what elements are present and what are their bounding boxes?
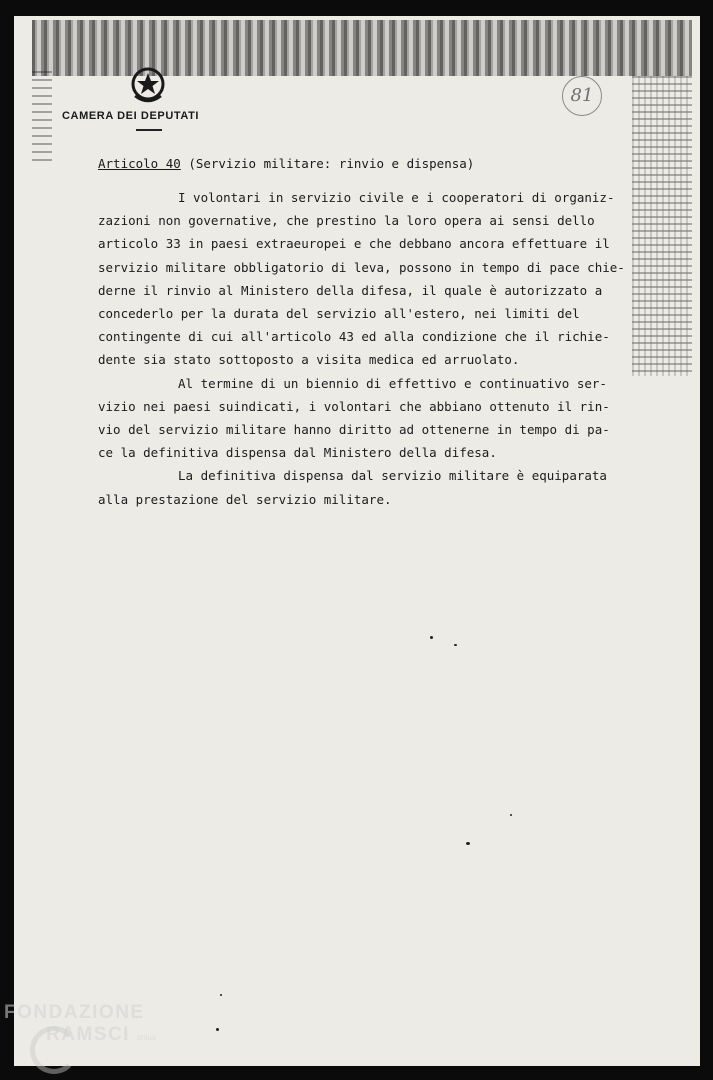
scan-speck (466, 842, 470, 845)
header-rule (136, 129, 162, 131)
scan-speck (430, 636, 433, 639)
italian-republic-emblem-icon (130, 66, 166, 104)
text-line: contingente di cui all'articolo 43 ed alla condizione che il richie- (98, 329, 610, 345)
watermark-line2: RAMSCI (46, 1024, 130, 1045)
article-number: Articolo 40 (98, 156, 181, 171)
page-number: 81 (562, 76, 602, 116)
text-line: ce la definitiva dispensa dal Ministero della difesa. (98, 445, 497, 461)
text-line: La definitiva dispensa dal servizio militare è equiparata (178, 468, 607, 484)
text-line: servizio militare obbligatorio di leva, possono in tempo di pace chie- (98, 259, 625, 275)
scan-noise-left (32, 71, 52, 166)
scan-speck (220, 994, 222, 996)
text-line: alla prestazione del servizio militare. (98, 491, 392, 507)
text-line: concederlo per la durata del servizio all'estero, nei limiti del (98, 306, 580, 322)
article-body (98, 186, 678, 511)
scan-speck (510, 814, 512, 816)
watermark-line1: FONDAZIONE (4, 1002, 145, 1023)
text-line: derne il rinvio al Ministero della difesa, il quale è autorizzato a (98, 282, 603, 298)
watermark-suffix: onlus (136, 1033, 156, 1042)
text-line: vizio nei paesi suindicati, i volontari che abbiano ottenuto il rin- (98, 398, 610, 414)
article-heading (98, 156, 474, 171)
institution-name: CAMERA DEI DEPUTATI (62, 110, 200, 122)
scan-speck (454, 644, 457, 646)
article-title: (Servizio militare: rinvio e dispensa) (188, 156, 475, 171)
text-line: dente sia stato sottoposto a visita medica ed arruolato. (98, 352, 520, 368)
scan-speck (216, 1028, 219, 1031)
document-page (14, 16, 700, 1066)
text-line: zazioni non governative, che prestino la loro opera ai sensi dello (98, 213, 595, 229)
text-line: vio del servizio militare hanno diritto ad ottenerne in tempo di pa- (98, 422, 610, 438)
watermark (4, 1002, 156, 1049)
text-line: I volontari in servizio civile e i cooperatori di organiz- (178, 190, 615, 205)
text-line: articolo 33 in paesi extraeuropei e che debbano ancora effettuare il (98, 236, 610, 252)
text-line: Al termine di un biennio di effettivo e continuativo ser- (178, 375, 607, 391)
